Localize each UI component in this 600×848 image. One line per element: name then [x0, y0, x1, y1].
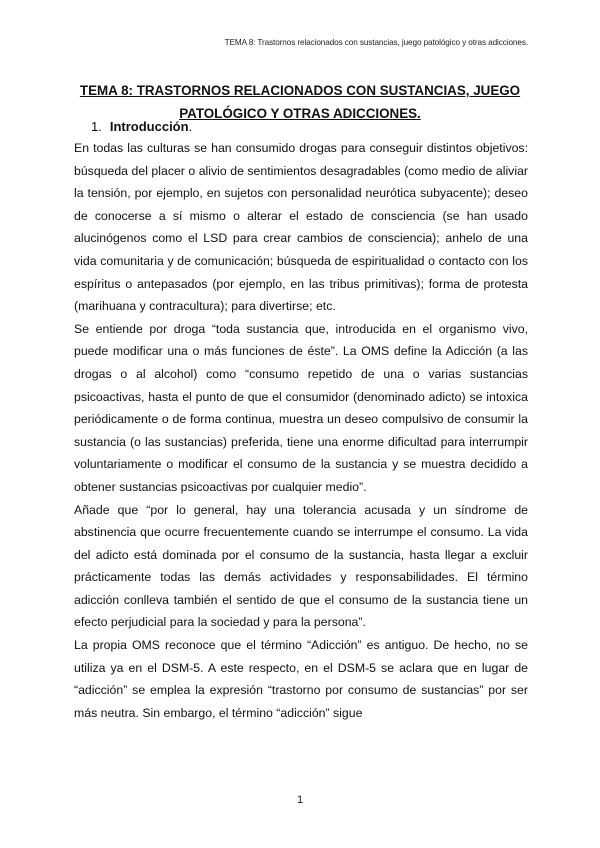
paragraph: La propia OMS reconoce que el término “Adicción” es antiguo. De hecho, no se utiliza ya en el DSM-5. A este respecto, en el DSM-5 se aclara que en lugar de “adicción” se emplea la expresión “trastorno por consumo de sustancias” por ser más neutra. Sin embargo, el término “adicción” sigue — [74, 638, 528, 720]
section-number: 1. — [91, 119, 102, 134]
body-text — [74, 137, 528, 724]
page-number: 1 — [296, 794, 304, 806]
running-header: TEMA 8: Trastornos relacionados con sustancias, juego patológico y otras adicciones. — [224, 38, 528, 47]
section-label-suffix: . — [188, 119, 193, 134]
section-heading — [91, 117, 192, 137]
document-title: TEMA 8: TRASTORNOS RELACIONADOS CON SUSTANCIAS, JUEGO PATOLÓGICO Y OTRAS ADICCIONES. — [79, 82, 521, 121]
paragraph: Se entiende por droga “toda sustancia que, introducida en el organismo vivo, puede modificar una o más funciones de éste”. La OMS define la Adicción (a las drogas o al alcohol) como “consumo repetido de una o varias sustancias psicoactivas, hasta el punto de que el consumidor (denominado adicto) se intoxica periódicamente o de forma continua, muestra un deseo compulsivo de consumir la sustancia (o las sustancias) preferida, tiene una enorme dificultad para interrumpir voluntariamente o modificar el consumo de la sustancia y se muestra decidido a obtener sustancias psicoactivas por cualquier medio”. — [74, 321, 528, 494]
section-label: Introducción — [109, 119, 189, 134]
paragraph: En todas las culturas se han consumido drogas para conseguir distintos objetivos: búsqueda del placer o alivio de sentimientos desagradables (como medio de aliviar la tensión, por ejemplo, en sujetos con personalidad neurótica subyacente); deseo de conocerse a sí mismo o alterar el estado de consciencia (se han usado alucinógenos como el LSD para crear cambios de consciencia); anhelo de una vida comunitaria y de comunicación; búsqueda de espiritualidad o contacto con los espíritus o antepasados (por ejemplo, en las tribus primitivas); forma de protesta (marihuana y contracultura); para divertirse; etc. — [74, 141, 528, 314]
paragraph: Añade que “por lo general, hay una tolerancia acusada y un síndrome de abstinencia que ocurre frecuentemente cuando se interrumpe el consumo. La vida del adicto está dominada por el consumo de la sustancia, hasta llegar a excluir prácticamente todas las demás actividades y responsabilidades. El término adicción conlleva también el sentido de que el consumo de la sustancia tiene un efecto perjudicial para la sociedad y para la persona”. — [74, 502, 528, 630]
